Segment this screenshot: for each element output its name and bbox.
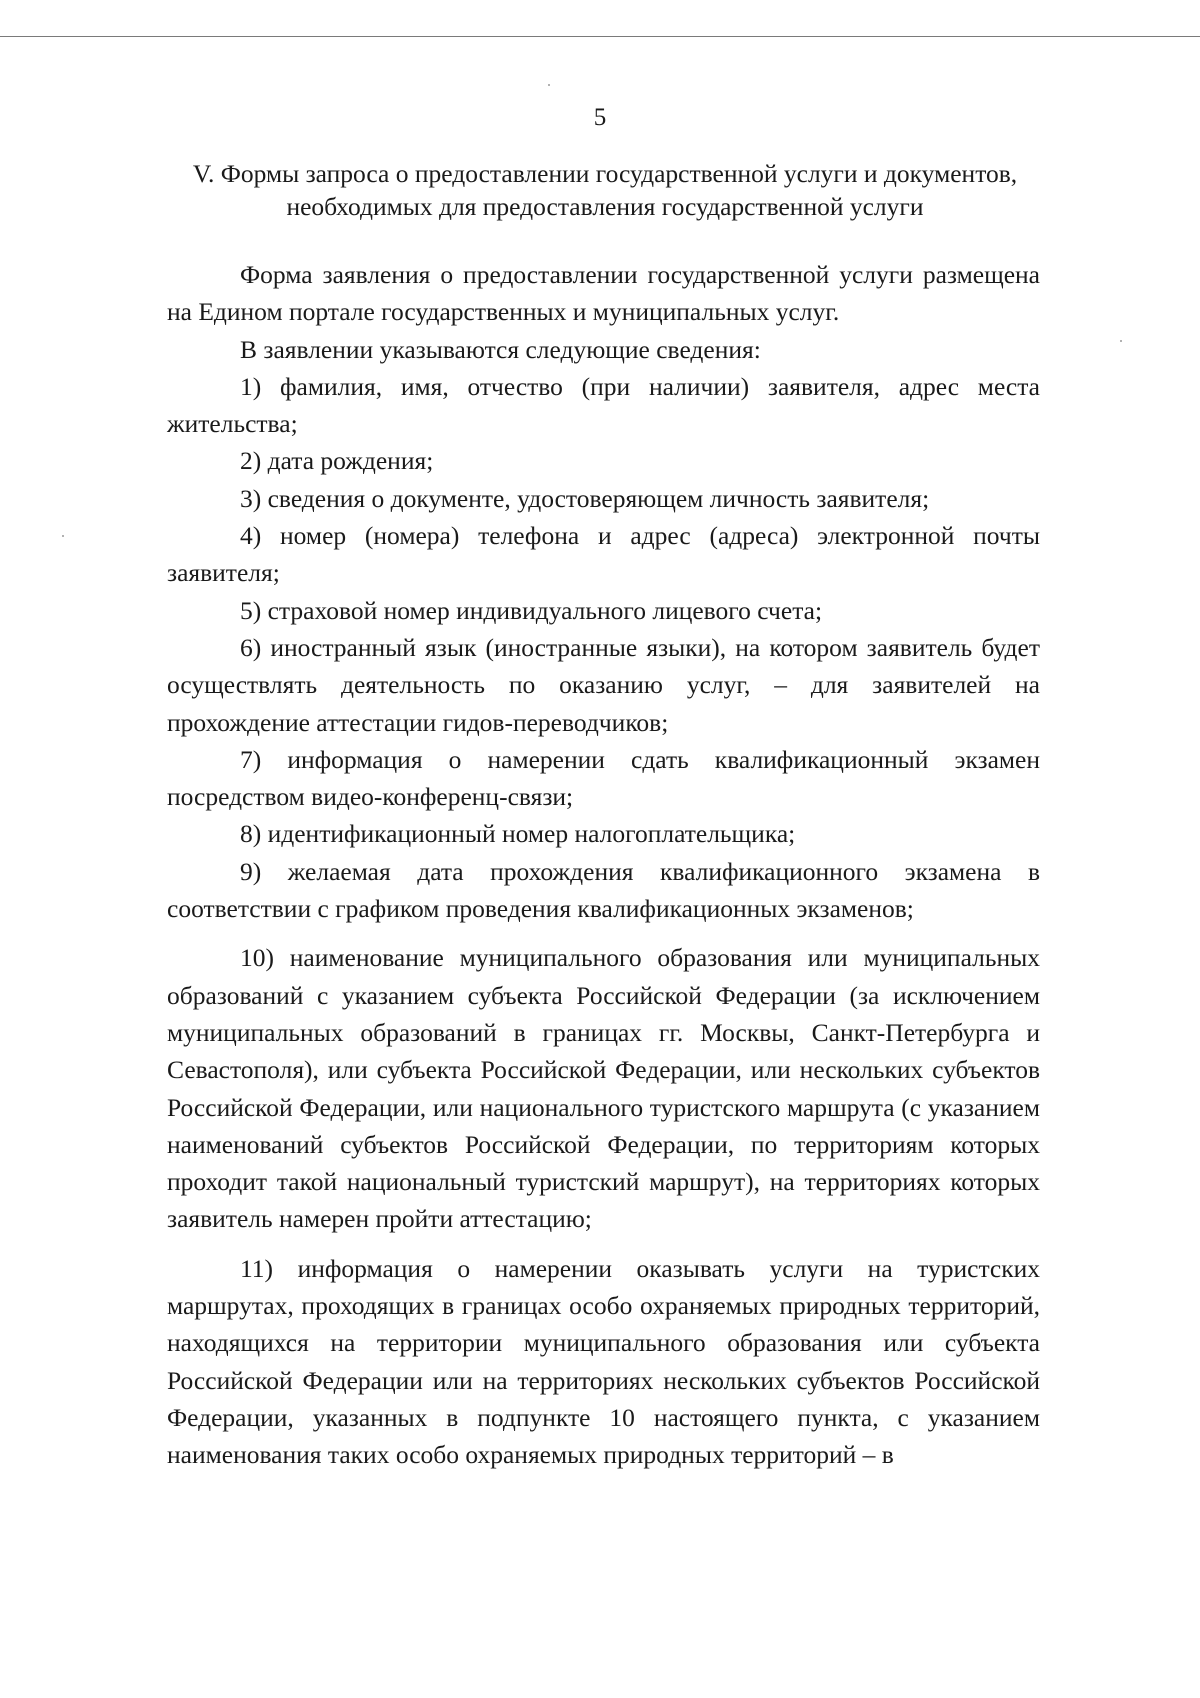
document-body — [167, 256, 1040, 1474]
list-item-7: 7) информация о намерении сдать квалификационный экзамен посредством видео-конференц-связи; — [167, 744, 1040, 812]
list-item-10: 10) наименование муниципального образования или муниципальных образований с указанием субъекта Российской Федерации (за исключением муниципальных образований в границах гг. Москвы, Санкт-Петербурга и Севастополя), или субъекта Российской Федерации, или нескольких субъектов Российской Федерации, или национального туристского маршрута (с указанием наименований субъектов Российской Федерации, по территориям которых проходит такой национальный туристский маршрут), на территориях которых заявитель намерен пройти аттестацию; — [167, 943, 1040, 1234]
page-number: 5 — [593, 104, 607, 131]
list-item-9: 9) желаемая дата прохождения квалификационного экзамена в соответствии с графиком проведения квалификационных экзаменов; — [167, 856, 1040, 924]
list-item-11: 11) информация о намерении оказывать услуги на туристских маршрутах, проходящих в границах особо охраняемых природных территорий, находящихся на территории муниципального образования или субъекта Российской Федерации или на территориях нескольких субъектов Российской Федерации, указанных в подпункте 10 настоящего пункта, с указанием наименования таких особо охраняемых природных территорий – в — [167, 1253, 1040, 1470]
list-item-3: 3) сведения о документе, удостоверяющем личность заявителя; — [240, 483, 930, 513]
list-item-4: 4) номер (номера) телефона и адрес (адреса) электронной почты заявителя; — [167, 521, 1040, 588]
list-item-2: 2) дата рождения; — [240, 446, 434, 476]
section-heading-line-2: необходимых для предоставления государственной услуги — [286, 192, 924, 221]
scan-speck — [62, 535, 64, 537]
section-heading — [150, 157, 1060, 223]
paragraph-list-intro: В заявлении указываются следующие сведения: — [240, 334, 761, 364]
paragraph-form-location: Форма заявления о предоставлении государственной услуги размещена на Едином портале государственных и муниципальных услуг. — [167, 260, 1040, 327]
scan-top-edge-line — [0, 36, 1200, 37]
scan-speck — [548, 84, 550, 86]
list-item-8: 8) идентификационный номер налогоплательщика; — [240, 819, 796, 849]
list-item-6: 6) иностранный язык (иностранные языки), на котором заявитель будет осуществлять деятельность по оказанию услуг, – для заявителей на прохождение аттестации гидов-переводчиков; — [167, 632, 1040, 737]
section-heading-line-1: V. Формы запроса о предоставлении государственной услуги и документов, — [192, 159, 1018, 188]
list-item-1: 1) фамилия, имя, отчество (при наличии) заявителя, адрес места жительства; — [167, 371, 1040, 439]
scan-speck — [1120, 340, 1122, 342]
list-item-5: 5) страховой номер индивидуального лицевого счета; — [240, 595, 823, 625]
